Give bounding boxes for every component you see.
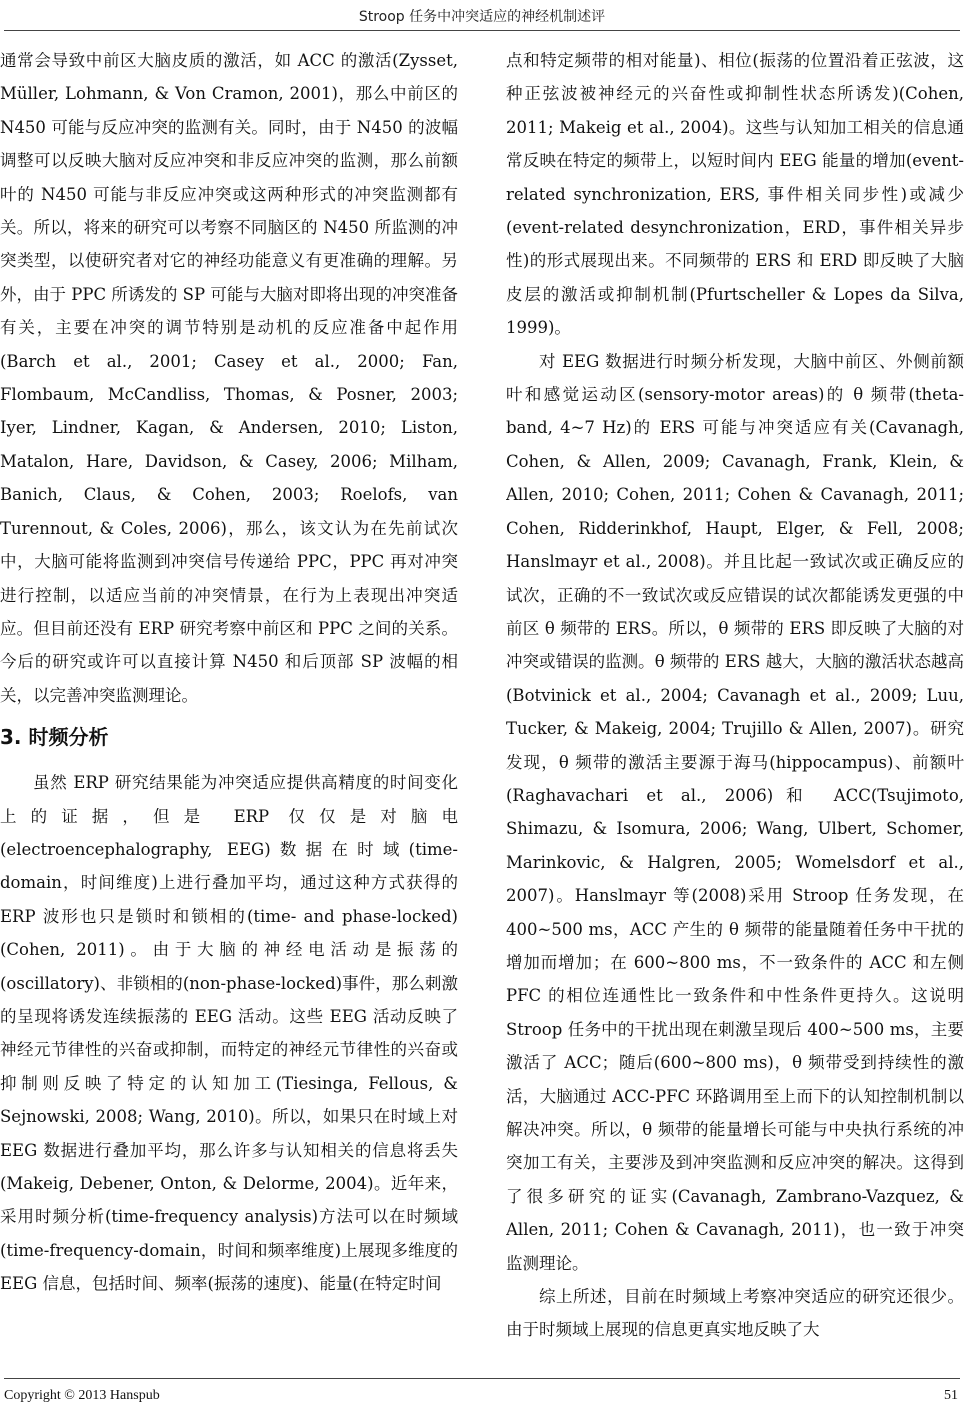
right-paragraph-3: 综上所述，目前在时频域上考察冲突适应的研究还很少。由于时频域上展现的信息更真实地反映了大 [506,1287,964,1340]
section-heading: 3. 时频分析 [0,725,109,750]
right-paragraph-1: 点和特定频带的相对能量)、相位(振荡的位置沿着正弦波，这种正弦波被神经元的兴奋性或抑制性状态所诱发)(Cohen, 2011; Makeig et al., 2004)。这些与认知加工相关的信息通常反映在特定的频带上，以短时间内 EEG 能量的增加(event-related synchronization, ERS, 事件相关同步性)或减少(event-related desynchronization，ERD，事件相关异步性)的形式展现出来。不同频带的 ERS 和 ERD 即反映了大脑皮层的激活或抑制机制(Pfurtscheller & Lopes da Silva, 1999)。 [506,51,964,338]
right-column [506,44,964,1364]
left-column [0,44,458,1364]
left-paragraph-1: 通常会导致中前区大脑皮质的激活，如 ACC 的激活(Zysset, Müller, Lohmann, & Von Cramon, 2001)，那么中前区的 N450 可能与反应冲突的监测有关。同时，由于 N450 的波幅调整可以反映大脑对反应冲突和非反应冲突的监测，那么前额叶的 N450 可能与非反应冲突或这两种形式的冲突监测都有关。所以，将来的研究可以考察不同脑区的 N450 所监测的冲突类型，以使研究者对它的神经功能意义有更准确的理解。另外，由于 PPC 所诱发的 SP 可能与大脑对即将出现的冲突准备有关，主要在冲突的调节特别是动机的反应准备中起作用(Barch et al., 2001; Casey et al., 2000; Fan, Flombaum, McCandliss, Thomas, & Posner, 2003; Iyer, Lindner, Kagan, & Andersen, 2010; Liston, Matalon, Hare, Davidson, & Casey, 2006; Milham, Banich, Claus, & Cohen, 2003; Roelofs, van Turennout, & Coles, 2006)，那么，该文认为在先前试次中，大脑可能将监测到冲突信号传递给 PPC，PPC 再对冲突进行控制，以适应当前的冲突情景，在行为上表现出冲突适应。但目前还没有 ERP 研究考察中前区和 PPC 之间的关系。今后的研究或许可以直接计算 N450 和后顶部 SP 波幅的相关，以完善冲突监测理论。 [0,51,458,705]
header-divider [4,30,960,31]
page-number: 51 [944,1388,958,1403]
footer-divider [4,1378,960,1379]
left-paragraph-2: 虽然 ERP 研究结果能为冲突适应提供高精度的时间变化上的证据，但是 ERP 仅仅是对脑电(electroencephalography, EEG)数据在时域(time-domain，时间维度)上进行叠加平均，通过这种方式获得的 ERP 波形也只是锁时和锁相的(time- and phase-locked) (Cohen, 2011)。由于大脑的神经电活动是振荡的(oscillatory)、非锁相的(non-phase-locked)事件，那么刺激的呈现将诱发连续振荡的 EEG 活动。这些 EEG 活动反映了神经元节律性的兴奋或抑制，而特定的神经元节律性的兴奋或抑制则反映了特定的认知加工(Tiesinga, Fellous, & Sejnowski, 2008; Wang, 2010)。所以，如果只在时域上对 EEG 数据进行叠加平均，那么许多与认知相关的信息将丢失(Makeig, Debener, Onton, & Delorme, 2004)。近年来，采用时频分析(time-frequency analysis)方法可以在时频域(time-frequency-domain，时间和频率维度)上展现多维度的 EEG 信息，包括时间、频率(振荡的速度)、能量(在特定时间 [0,773,458,1294]
right-paragraph-2: 对 EEG 数据进行时频分析发现，大脑中前区、外侧前额叶和感觉运动区(sensory-motor areas)的 θ 频带(theta-band, 4~7 Hz)的 ERS 可能与冲突适应有关(Cavanagh, Cohen, & Allen, 2009; Cavanagh, Frank, Klein, & Allen, 2010; Cohen, 2011; Cohen & Cavanagh, 2011; Cohen, Ridderinkhof, Haupt, Elger, & Fell, 2008; Hanslmayr et al., 2008)。并且比起一致试次或正确反应的试次，正确的不一致试次或反应错误的试次都能诱发更强的中前区 θ 频带的 ERS。所以，θ 频带的 ERS 即反映了大脑的对冲突或错误的监测。θ 频带的 ERS 越大，大脑的激活状态越高(Botvinick et al., 2004; Cavanagh et al., 2009; Luu, Tucker, & Makeig, 2004; Trujillo & Allen, 2007)。研究发现，θ 频带的激活主要源于海马(hippocampus)、前额叶(Raghavachari et al., 2006)和 ACC(Tsujimoto, Shimazu, & Isomura, 2006; Wang, Ulbert, Schomer, Marinkovic, & Halgren, 2005; Womelsdorf et al., 2007)。Hanslmayr 等(2008)采用 Stroop 任务发现，在 400~500 ms，ACC 产生的 θ 频带的能量随着任务中干扰的增加而增加；在 600~800 ms，不一致条件的 ACC 和左侧 PFC 的相位连通性比一致条件和中性条件更持久。这说明 Stroop 任务中的干扰出现在刺激呈现后 400~500 ms，主要激活了 ACC；随后(600~800 ms)，θ 频带受到持续性的激活，大脑通过 ACC-PFC 环路调用至上而下的认知控制机制以解决冲突。所以，θ 频带的能量增长可能与中央执行系统的冲突加工有关，主要涉及到冲突监测和反应冲突的解决。这得到了很多研究的证实(Cavanagh, Zambrano-Vazquez, & Allen, 2011; Cohen & Cavanagh, 2011)，也一致于冲突监测理论。 [506,351,964,1273]
running-header: Stroop 任务中冲突适应的神经机制述评 [358,9,606,25]
copyright-notice: Copyright © 2013 Hanspub [4,1388,160,1403]
